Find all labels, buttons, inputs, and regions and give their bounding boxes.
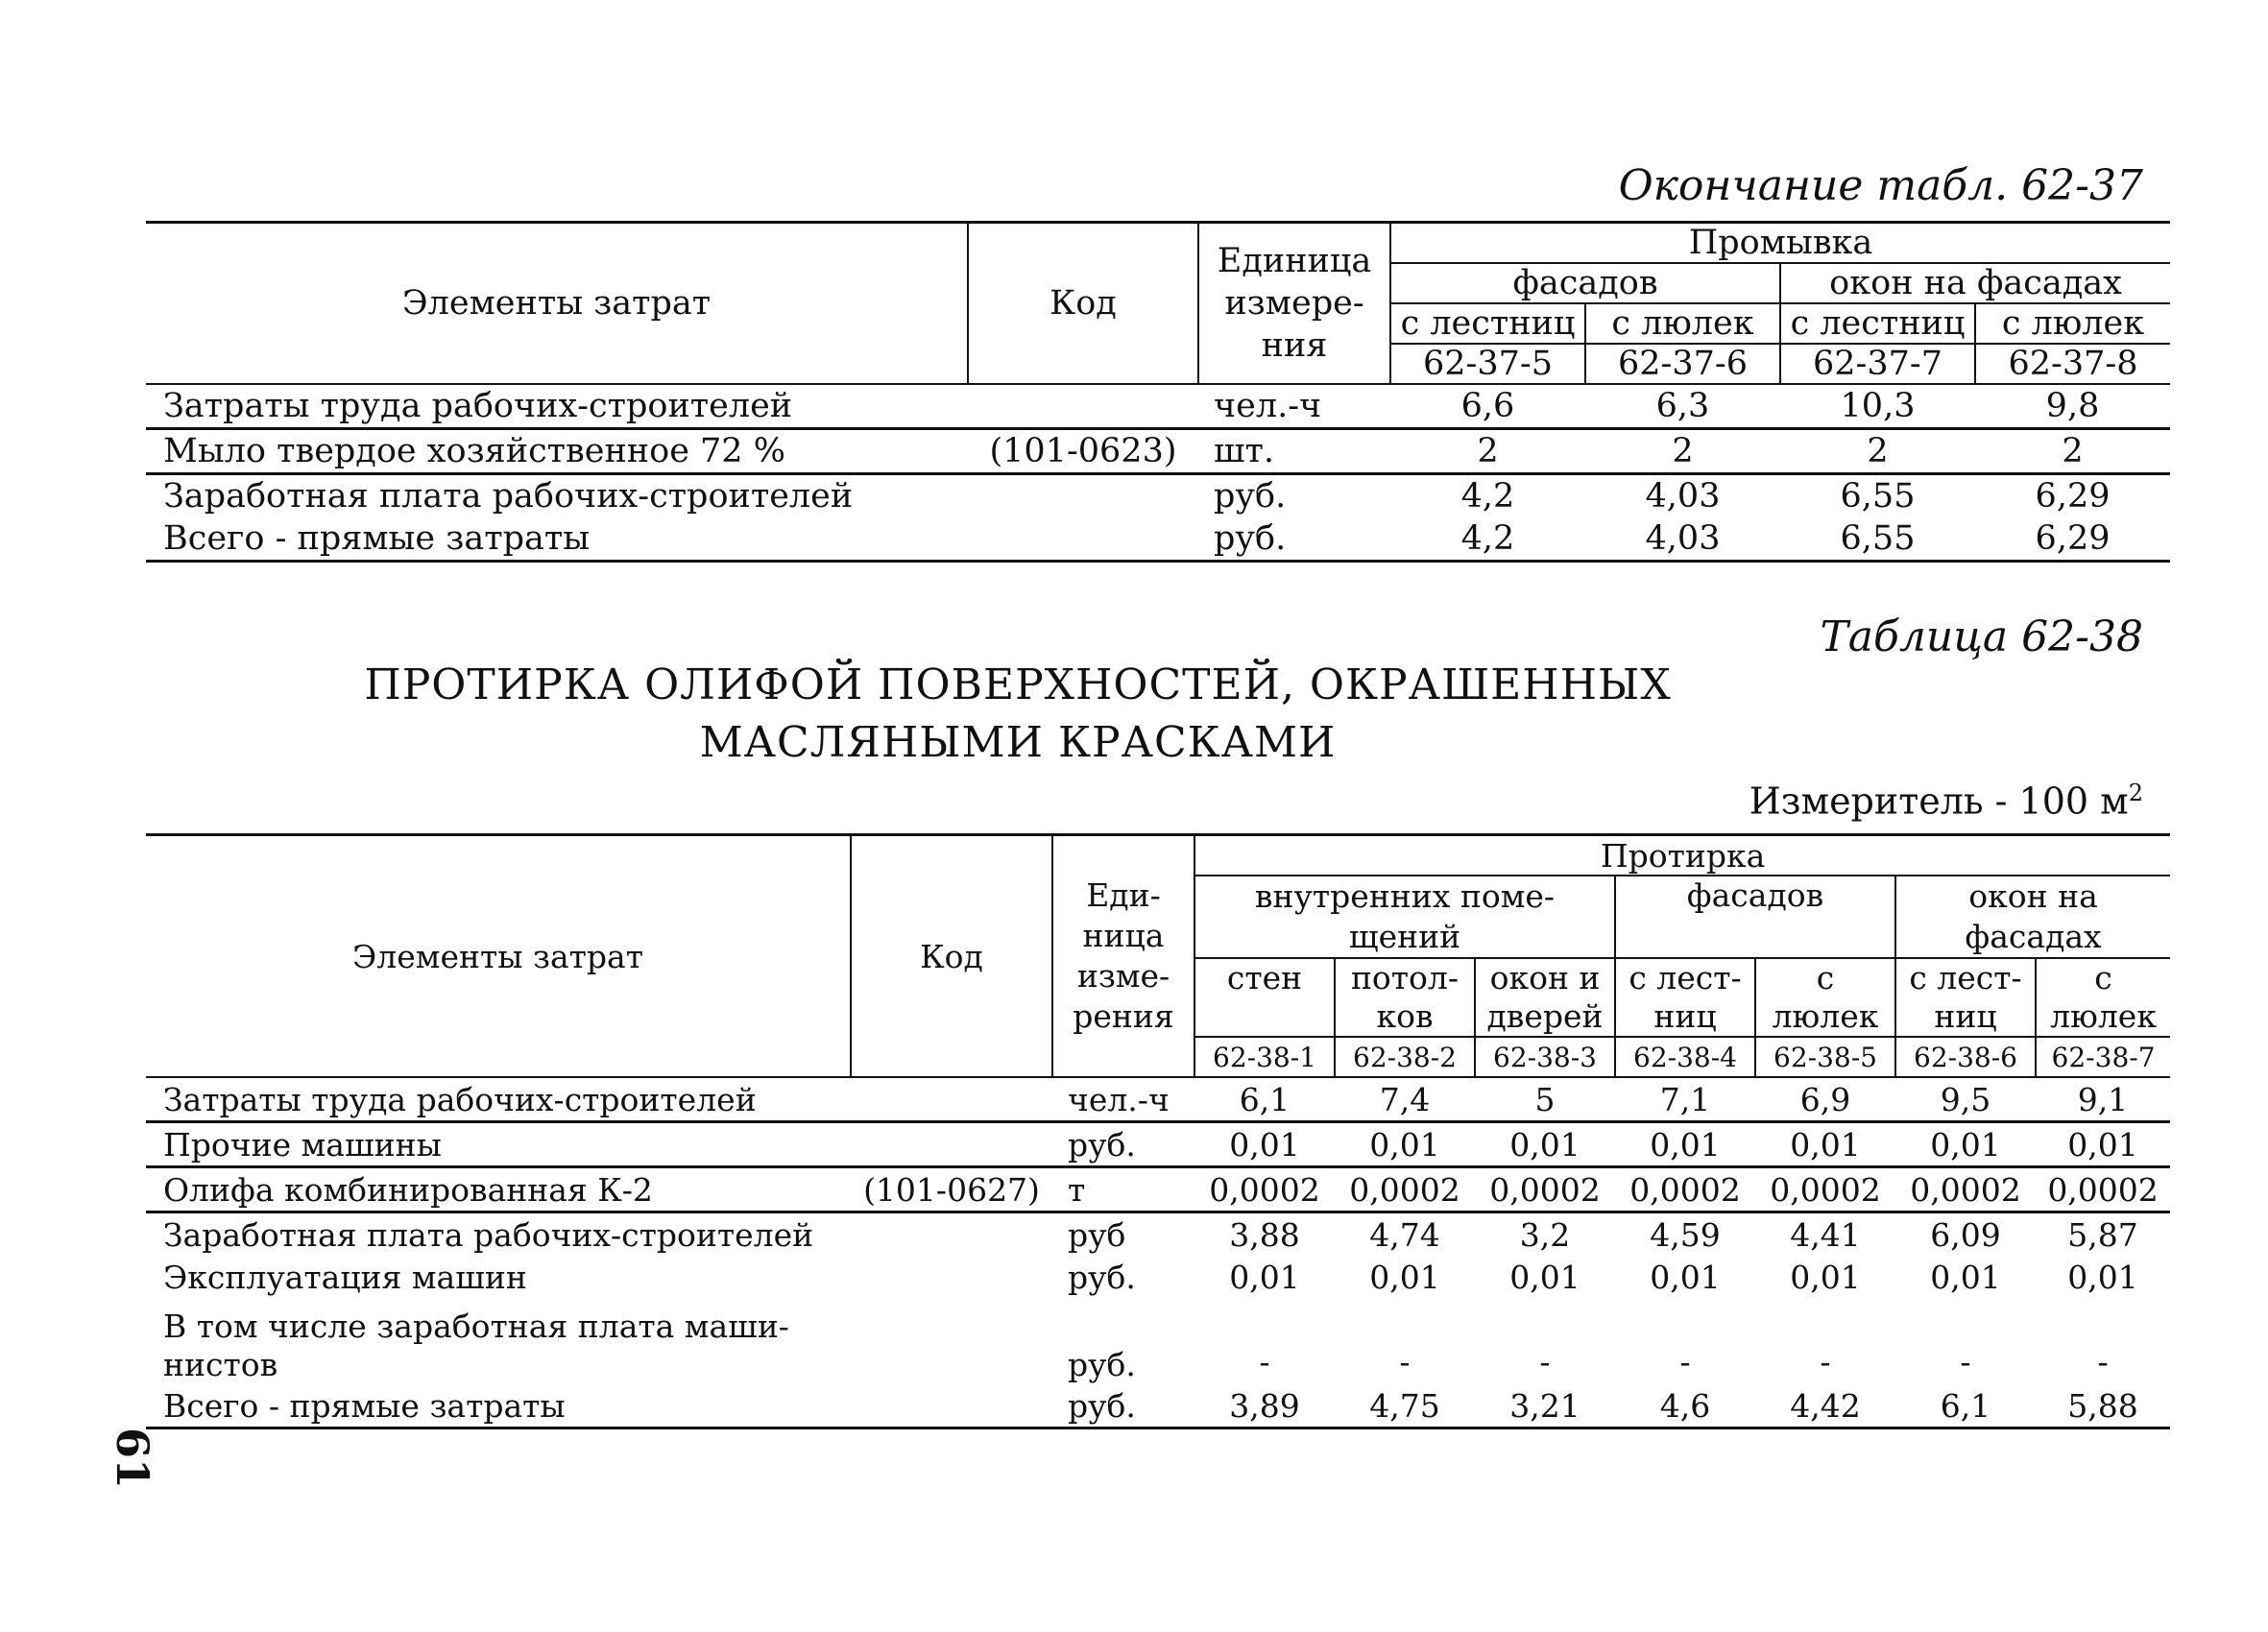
table-row	[146, 474, 2170, 518]
header-colcode: 62-38-4	[1615, 1037, 1755, 1077]
table-body	[146, 1077, 2170, 1428]
row-value: 3,2	[1519, 1215, 1571, 1254]
row-name: Прочие машины	[146, 1122, 851, 1167]
row-value: 9,5	[1895, 1077, 2036, 1122]
row-name: В том числе заработная плата маши- нистов	[163, 1308, 789, 1383]
header-subcol: с лест- ниц	[1895, 958, 2036, 1037]
row-value: 4,59	[1650, 1215, 1721, 1254]
header-subcol: с люлек	[1585, 303, 1780, 344]
header-colcode: 62-38-7	[2036, 1037, 2170, 1077]
row-value: 0,01	[1615, 1122, 1755, 1167]
row-value: 10,3	[1780, 384, 1975, 429]
header-subcol: с лестниц	[1780, 303, 1975, 344]
header-colcode: 62-37-5	[1390, 344, 1585, 384]
table-row	[146, 384, 2170, 429]
table-row	[146, 1077, 2170, 1122]
row-value: 6,29	[2035, 477, 2111, 516]
header-colcode: 62-38-1	[1194, 1037, 1335, 1077]
row-name: Эксплуатация машин	[163, 1258, 527, 1296]
row-code	[851, 1384, 1052, 1428]
row-value: 7,4	[1335, 1077, 1475, 1122]
table-title: ПРОТИРКА ОЛИФОЙ ПОВЕРХНОСТЕЙ, ОКРАШЕННЫХ	[364, 660, 1672, 709]
row-code	[851, 1077, 1052, 1122]
row-value: 0,0002	[1615, 1167, 1755, 1212]
row-value: 9,1	[2036, 1077, 2170, 1122]
table-row	[146, 1298, 2170, 1384]
row-value: 0,0002	[2036, 1167, 2170, 1212]
header-colcode: 62-38-6	[1895, 1037, 2036, 1077]
header-code: Код	[968, 223, 1198, 385]
header-group: Протирка	[1194, 835, 2170, 876]
row-value: 4,41	[1790, 1215, 1861, 1254]
row-value: 4,2	[1460, 477, 1515, 516]
table-row	[146, 429, 2170, 474]
header-elements: Элементы затрат	[146, 223, 968, 385]
cost-table-62-38	[146, 833, 2170, 1429]
header-subcol: с люлек	[1755, 958, 1895, 1037]
row-code: (101-0623)	[968, 429, 1198, 474]
row-unit: чел.-ч	[1052, 1077, 1194, 1122]
row-value: 6,1	[1194, 1077, 1335, 1122]
row-name: Мыло твердое хозяйственное 72 %	[146, 429, 968, 474]
row-value: 0,0002	[1335, 1167, 1475, 1212]
header-colcode: 62-38-3	[1475, 1037, 1615, 1077]
row-value: 6,1	[1895, 1384, 2036, 1428]
row-value: 0,01	[1509, 1258, 1580, 1296]
header-colcode: 62-37-8	[1975, 344, 2170, 384]
measure-text: Измеритель - 100 м	[1749, 780, 2129, 823]
table-caption: Окончание табл. 62-37	[1618, 161, 2143, 210]
row-code	[968, 474, 1198, 518]
row-name: Затраты труда рабочих-строителей	[146, 1077, 851, 1122]
row-value: 0,01	[1930, 1258, 2001, 1296]
row-value: 4,6	[1615, 1384, 1755, 1428]
row-unit: т	[1052, 1167, 1194, 1212]
header-subcol: с лестниц	[1390, 303, 1585, 344]
row-value: 0,01	[1335, 1122, 1475, 1167]
row-value: 5	[1475, 1077, 1615, 1122]
row-value: 4,74	[1369, 1215, 1440, 1254]
row-value: -	[1539, 1343, 1551, 1380]
header-subgroup: фасадов	[1615, 876, 1895, 958]
row-value: 0,01	[2067, 1258, 2138, 1296]
row-value: 9,8	[1975, 384, 2170, 429]
header-unit: Еди- ница изме- рения	[1052, 835, 1194, 1078]
row-value: 0,01	[1755, 1122, 1895, 1167]
row-value: 2	[1390, 429, 1585, 474]
header-subcol: с люлек	[1975, 303, 2170, 344]
row-value: 0,01	[1194, 1122, 1335, 1167]
row-name: Всего - прямые затраты	[146, 1384, 851, 1428]
row-unit: руб.	[1068, 1346, 1136, 1383]
row-value: 6,09	[1930, 1215, 2001, 1254]
row-unit: руб.	[1052, 1122, 1194, 1167]
table-row	[146, 1384, 2170, 1428]
row-unit: шт.	[1198, 429, 1390, 474]
row-value: 4,2	[1390, 517, 1585, 562]
table-row	[146, 1122, 2170, 1167]
header-subcol: потол- ков	[1335, 958, 1475, 1037]
row-value: 0,01	[1229, 1258, 1300, 1296]
table-row	[146, 1256, 2170, 1298]
table-row	[146, 1212, 2170, 1257]
row-name: Затраты труда рабочих-строителей	[146, 384, 968, 429]
header-colcode: 62-38-2	[1335, 1037, 1475, 1077]
header-elements: Элементы затрат	[146, 835, 851, 1078]
page-number: 61	[107, 1427, 159, 1490]
row-value: 0,0002	[1475, 1167, 1615, 1212]
row-value: 6,55	[1780, 517, 1975, 562]
table-title: МАСЛЯНЫМИ КРАСКАМИ	[699, 718, 1337, 767]
row-value: 6,29	[1975, 517, 2170, 562]
row-unit: руб	[1068, 1215, 1126, 1254]
row-value: 5,87	[2067, 1215, 2138, 1254]
header-subcol: с лест- ниц	[1615, 958, 1755, 1037]
row-value: 0,0002	[1755, 1167, 1895, 1212]
row-unit: руб.	[1052, 1384, 1194, 1428]
row-code	[968, 384, 1198, 429]
header-group: Промывка	[1390, 223, 2170, 264]
row-value: 7,1	[1615, 1077, 1755, 1122]
row-value: 2	[1585, 429, 1780, 474]
row-name: Заработная плата рабочих-строителей	[163, 477, 854, 516]
row-value: 0,01	[1895, 1122, 2036, 1167]
table-body	[146, 384, 2170, 562]
row-value: 4,42	[1755, 1384, 1895, 1428]
header-colcode: 62-37-7	[1780, 344, 1975, 384]
table-row	[146, 517, 2170, 562]
row-code	[851, 1212, 1052, 1257]
header-colcode: 62-38-5	[1755, 1037, 1895, 1077]
header-unit: Единица измере- ния	[1198, 223, 1390, 385]
row-code	[851, 1256, 1052, 1298]
header-subcol: стен	[1194, 958, 1335, 1037]
row-value: 4,75	[1335, 1384, 1475, 1428]
row-value: 6,3	[1585, 384, 1780, 429]
row-value: 4,03	[1645, 477, 1721, 516]
header-subgroup: окон на фасадах	[1780, 263, 2170, 303]
header-code: Код	[851, 835, 1052, 1078]
measure-unit	[1749, 780, 2143, 823]
row-name: Всего - прямые затраты	[146, 517, 968, 562]
table-row	[146, 1167, 2170, 1212]
row-value: 6,6	[1390, 384, 1585, 429]
row-name: Заработная плата рабочих-строителей	[163, 1215, 814, 1254]
row-value: 3,21	[1475, 1384, 1615, 1428]
measure-superscript: 2	[2128, 780, 2143, 806]
row-value: 0,01	[1790, 1258, 1861, 1296]
row-unit: руб.	[1198, 517, 1390, 562]
row-code	[851, 1122, 1052, 1167]
row-value: 3,88	[1229, 1215, 1300, 1254]
header-subcol: с люлек	[2036, 958, 2170, 1037]
row-code	[851, 1298, 1052, 1384]
row-value: 6,9	[1755, 1077, 1895, 1122]
row-value: 3,89	[1194, 1384, 1335, 1428]
row-code	[968, 517, 1198, 562]
row-value: -	[1820, 1343, 1831, 1380]
header-subgroup: внутренних поме- щений	[1194, 876, 1615, 958]
row-value: 2	[1975, 429, 2170, 474]
row-value: -	[2097, 1343, 2109, 1380]
row-name: Олифа комбинированная К-2	[146, 1167, 851, 1212]
cost-table-62-37	[146, 221, 2170, 563]
header-colcode: 62-37-6	[1585, 344, 1780, 384]
row-unit: чел.-ч	[1198, 384, 1390, 429]
row-value: 0,01	[2036, 1122, 2170, 1167]
row-value: -	[1399, 1343, 1411, 1380]
row-value: 0,0002	[1194, 1167, 1335, 1212]
row-value: -	[1960, 1343, 1971, 1380]
row-value: 0,01	[1369, 1258, 1440, 1296]
row-code: (101-0627)	[851, 1167, 1052, 1212]
row-value: 6,55	[1840, 477, 1916, 516]
row-value: -	[1259, 1343, 1270, 1380]
row-value: 0,0002	[1895, 1167, 2036, 1212]
table-caption: Таблица 62-38	[1820, 612, 2143, 661]
header-subgroup: фасадов	[1390, 263, 1780, 303]
row-unit: руб.	[1068, 1258, 1136, 1296]
header-subcol: окон и дверей	[1475, 958, 1615, 1037]
row-unit: руб.	[1214, 477, 1287, 516]
header-subgroup: окон на фасадах	[1895, 876, 2170, 958]
row-value: 0,01	[1475, 1122, 1615, 1167]
row-value: -	[1679, 1343, 1691, 1380]
row-value: 4,03	[1585, 517, 1780, 562]
row-value: 0,01	[1650, 1258, 1721, 1296]
row-value: 5,88	[2036, 1384, 2170, 1428]
row-value: 2	[1780, 429, 1975, 474]
